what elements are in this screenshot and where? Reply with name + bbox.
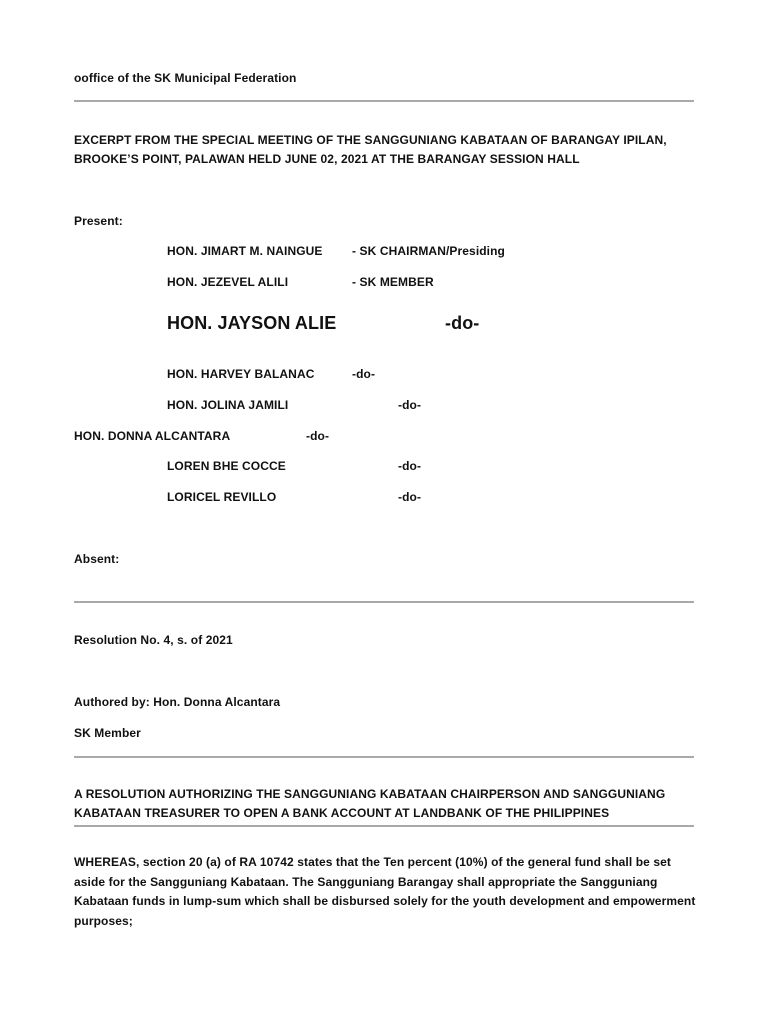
office-header: ooffice of the SK Municipal Federation: [74, 71, 297, 85]
member-name: HON. DONNA ALCANTARA: [74, 429, 231, 443]
present-label: Present:: [74, 214, 123, 228]
excerpt-title-line-2: BROOKE’S POINT, PALAWAN HELD JUNE 02, 2021 AT THE BARANGAY SESSION HALL: [74, 152, 580, 166]
author-divider: [74, 756, 694, 758]
member-name: HON. HARVEY BALANAC: [167, 367, 315, 381]
member-role: -do-: [352, 367, 376, 381]
member-name: HON. JIMART M. NAINGUE: [167, 244, 323, 258]
author-position: SK Member: [74, 726, 141, 740]
member-name: LORICEL REVILLO: [167, 490, 277, 504]
absent-divider: [74, 601, 694, 603]
title-divider: [74, 825, 694, 827]
whereas-paragraph: WHEREAS, section 20 (a) of RA 10742 states that the Ten percent (10%) of the general fund shall be set aside for the Sangguniang Kabataan. The Sangguniang Barangay shall appropriate the Sangguniang Kabataan funds in lump-sum which shall be disbursed solely for the youth development and empowerment purposes;: [74, 855, 696, 928]
header-divider: [74, 100, 694, 102]
resolution-title-line-1: A RESOLUTION AUTHORIZING THE SANGGUNIANG KABATAAN CHAIRPERSON AND SANGGUNIANG: [74, 787, 666, 801]
member-name: LOREN BHE COCCE: [167, 459, 286, 473]
absent-label: Absent:: [74, 552, 120, 566]
member-role: - SK MEMBER: [352, 275, 434, 289]
member-name: HON. JEZEVEL ALILI: [167, 275, 289, 289]
member-role: -do-: [306, 429, 330, 443]
member-role: - SK CHAIRMAN/Presiding: [352, 244, 505, 258]
member-name: HON. JAYSON ALIE: [167, 313, 337, 333]
authored-by: Authored by: Hon. Donna Alcantara: [74, 695, 281, 709]
member-role: -do-: [398, 459, 422, 473]
member-role: -do-: [445, 313, 480, 333]
member-name: HON. JOLINA JAMILI: [167, 398, 289, 412]
resolution-title-line-2: KABATAAN TREASURER TO OPEN A BANK ACCOUNT AT LANDBANK OF THE PHILIPPINES: [74, 806, 610, 820]
member-role: -do-: [398, 490, 422, 504]
excerpt-title-line-1: EXCERPT FROM THE SPECIAL MEETING OF THE SANGGUNIANG KABATAAN OF BARANGAY IPILAN,: [74, 133, 667, 147]
resolution-number: Resolution No. 4, s. of 2021: [74, 633, 233, 647]
member-role: -do-: [398, 398, 422, 412]
